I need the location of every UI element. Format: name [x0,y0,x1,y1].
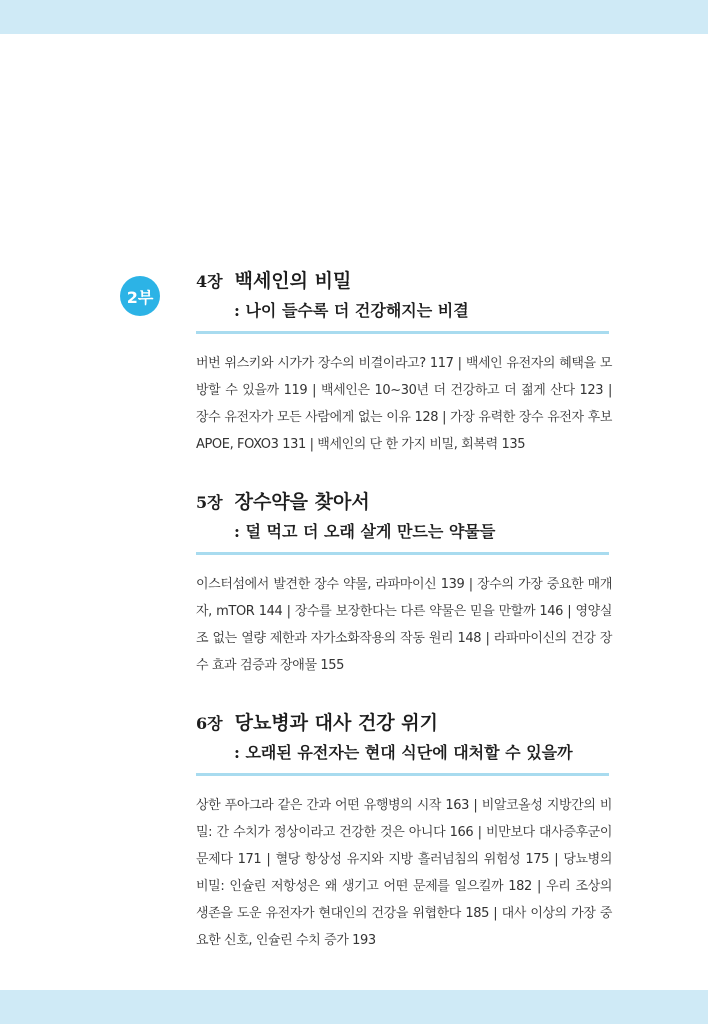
chapter-contents: 상한 푸아그라 같은 간과 어떤 유행병의 시작 163 | 비알코올성 지방간의 비밀: 간 수치가 정상이라고 건강한 것은 아니다 166 | 비만보다 대사증후군이 문제다 171 | 혈당 항상성 유지와 지방 흘러넘침의 위험성 175 | 당뇨병의 비밀: 인슐린 저항성은 왜 생기고 어떤 문제를 일으킬까 182 | 우리 조상의 생존을 도운 유전자가 현대인의 건강을 위협한다 185 | 대사 이상의 가장 중요한 신호, 인슐린 수치 증가 193 [196,798,612,948]
top-color-band [0,0,708,34]
divider-rule [196,552,609,555]
bottom-color-band [0,990,708,1024]
chapter-subtitle: : 나이 들수록 더 건강해지는 비결 [234,301,469,320]
chapter-number: 5장 [196,493,223,512]
chapter-subtitle: : 덜 먹고 더 오래 살게 만드는 약물들 [234,522,496,541]
chapter-subtitle: : 오래된 유전자는 현대 식단에 대처할 수 있을까 [234,743,573,762]
chapter-5 [196,489,612,679]
chapter-contents: 이스터섬에서 발견한 장수 약물, 라파마이신 139 | 장수의 가장 중요한 매개자, mTOR 144 | 장수를 보장한다는 다른 약물은 믿을 만할까 146 | 영양실조 없는 열량 제한과 자가소화작용의 작동 원리 148 | 라파마이신의 건강 장수 효과 검증과 장애물 155 [196,577,612,673]
chapter-contents: 버번 위스키와 시가가 장수의 비결이라고? 117 | 백세인 유전자의 혜택을 모방할 수 있을까 119 | 백세인은 10~30년 더 건강하고 더 젊게 산다 123 | 장수 유전자가 모든 사람에게 없는 이유 128 | 가장 유력한 장수 유전자 후보 APOE, FOXO3 131 | 백세인의 단 한 가지 비밀, 회복력 135 [196,356,612,452]
chapter-title-line [196,710,612,737]
divider-rule [196,331,609,334]
chapter-title-line [196,268,612,295]
chapter-6 [196,710,612,954]
divider-rule [196,773,609,776]
chapter-number: 6장 [196,714,223,733]
chapter-number: 4장 [196,272,223,291]
chapter-title: 백세인의 비밀 [234,270,352,292]
chapter-title: 장수약을 찾아서 [234,491,370,513]
chapter-4 [196,268,612,458]
part-badge: 2부 [120,276,160,316]
chapter-title: 당뇨병과 대사 건강 위기 [234,712,438,734]
chapter-title-line [196,489,612,516]
